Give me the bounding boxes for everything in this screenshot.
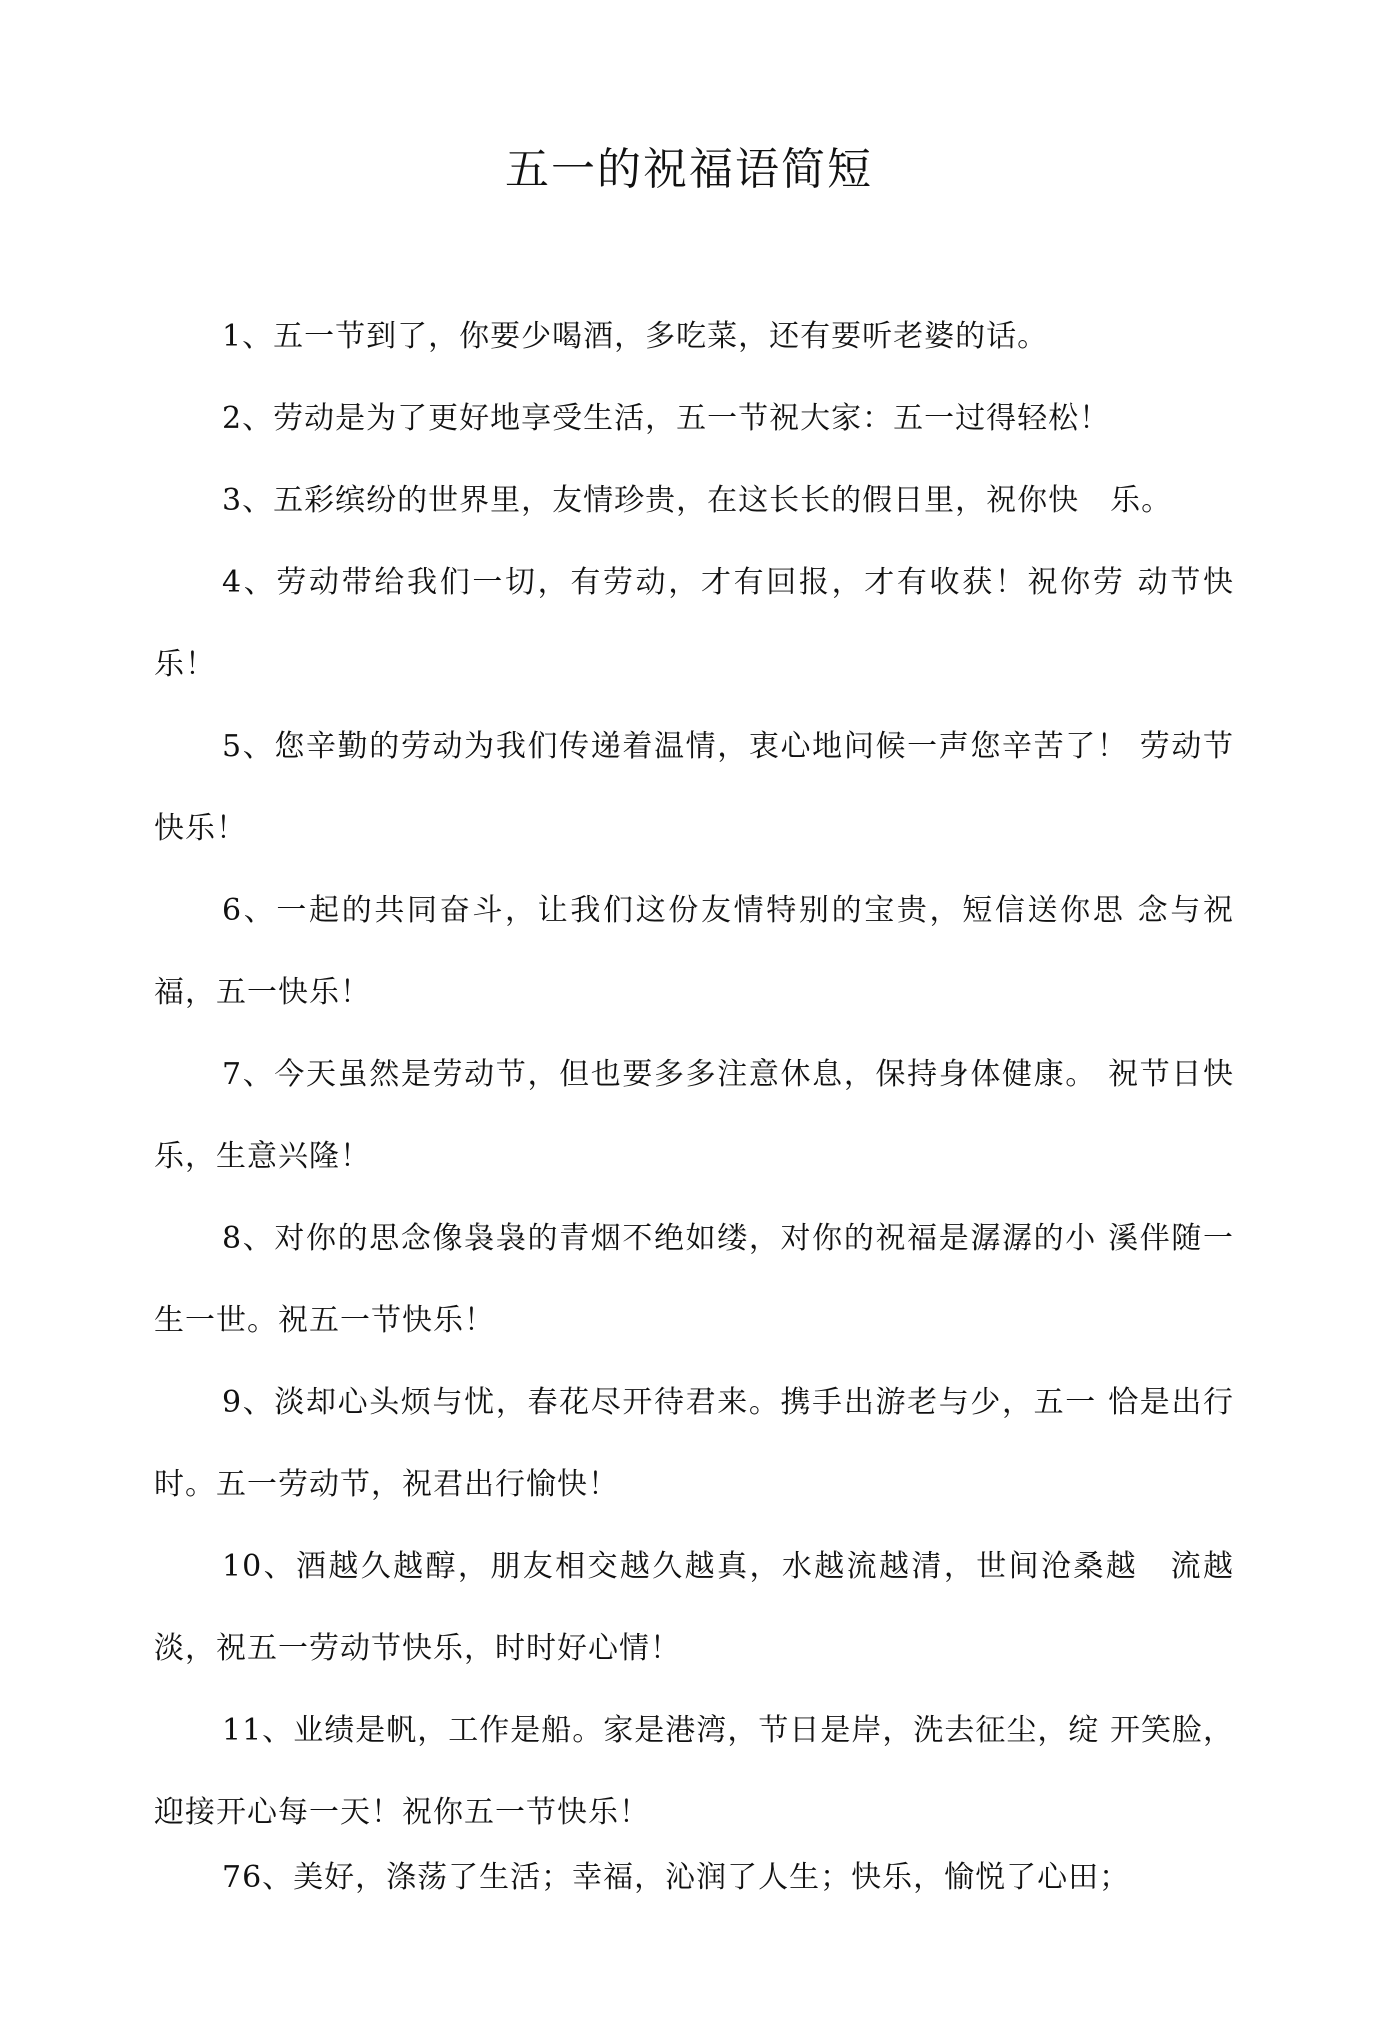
paragraph-9: 9、淡却心头烦与忧，春花尽开待君来。携手出游老与少，五一 恰是出行时。五一劳动节，祝君出行愉快！ (154, 1385, 1234, 1502)
document-title: 五一的祝福语简短 (505, 144, 873, 195)
paragraph-5: 5、您辛勤的劳动为我们传递着温情，衷心地问候一声您辛苦了！ 劳动节快乐！ (154, 729, 1234, 846)
paragraph-6: 6、一起的共同奋斗，让我们这份友情特别的宝贵，短信送你思 念与祝福，五一快乐！ (154, 893, 1234, 1010)
paragraph-4: 4、劳动带给我们一切，有劳动，才有回报，才有收获！祝你劳 动节快乐！ (154, 565, 1234, 682)
paragraph-3: 3、五彩缤纷的世界里，友情珍贵，在这长长的假日里，祝你快 乐。 (222, 483, 1173, 518)
paragraph-1: 1、五一节到了，你要少喝酒，多吃菜，还有要听老婆的话。 (222, 319, 1049, 354)
paragraph-76: 76、美好，涤荡了生活；幸福，沁润了人生；快乐，愉悦了心田； (222, 1860, 1131, 1895)
paragraph-8: 8、对你的思念像袅袅的青烟不绝如缕，对你的祝福是潺潺的小 溪伴随一生一世。祝五一节快乐！ (154, 1221, 1234, 1338)
document-body (154, 296, 1234, 1908)
paragraph-7: 7、今天虽然是劳动节，但也要多多注意休息，保持身体健康。 祝节日快乐，生意兴隆！ (154, 1057, 1234, 1174)
paragraph-10: 10、酒越久越醇，朋友相交越久越真，水越流越清，世间沧桑越 流越淡，祝五一劳动节快乐，时时好心情！ (154, 1549, 1234, 1666)
paragraph-2: 2、劳动是为了更好地享受生活，五一节祝大家：五一过得轻松！ (222, 401, 1111, 436)
paragraph-11: 11、业绩是帆，工作是船。家是港湾，节日是岸，洗去征尘，绽 开笑脸，迎接开心每一天！祝你五一节快乐！ (154, 1713, 1234, 1830)
